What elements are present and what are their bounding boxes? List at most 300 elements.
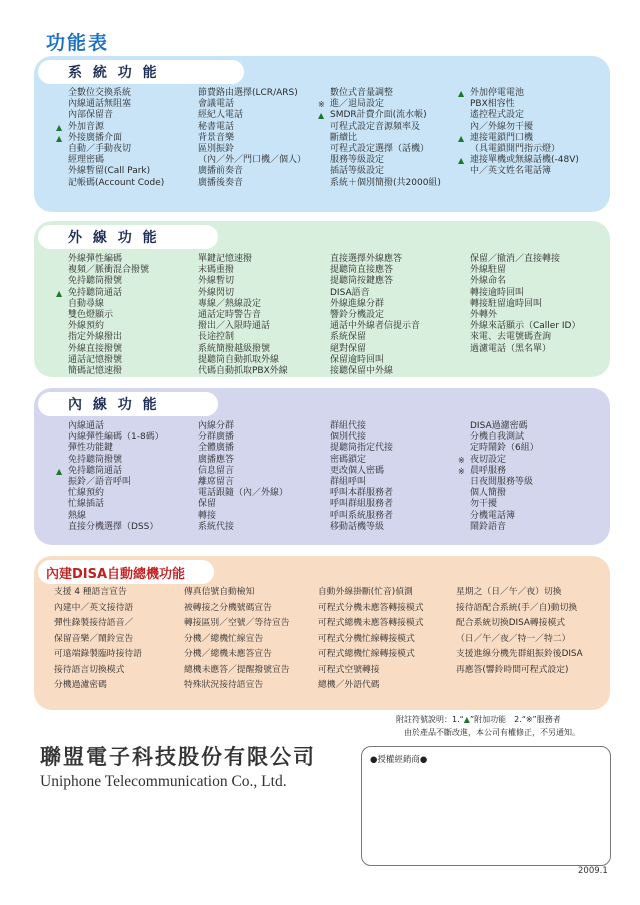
feature-label: 響鈴分機設定	[330, 309, 385, 320]
feature-item	[318, 601, 424, 617]
feature-item	[458, 155, 579, 166]
feature-label: 轉接區別／空號／等待宣告	[184, 618, 290, 628]
feature-item	[198, 122, 306, 133]
feature-label: 會議電話	[198, 99, 235, 110]
feature-item	[54, 616, 142, 632]
feature-label: （日／午／夜／特一／特二）	[456, 633, 571, 644]
feature-item	[198, 355, 288, 366]
feature-label: 可程式設定音源頻率及	[330, 121, 421, 132]
feature-label: 夜切設定	[470, 454, 507, 465]
feature-item	[470, 299, 580, 310]
feature-label: 配合系統切換DISA轉接模式	[456, 618, 566, 628]
feature-label: 電話跟隨（內／外線）	[198, 488, 289, 499]
feature-label: 移動話機等級	[330, 521, 385, 532]
feature-item	[318, 678, 424, 694]
feature-item	[198, 99, 306, 110]
feature-label: 遙控程式設定	[470, 110, 525, 121]
feature-label: （內／外／門口機／個人）	[198, 155, 307, 166]
feature-label: 指定外線撥出	[68, 332, 123, 343]
feature-label: 分機電話簿	[470, 510, 516, 521]
feature-label: 呼叫系統服務者	[330, 510, 394, 521]
dealer-box	[361, 746, 611, 866]
feature-item	[198, 166, 306, 177]
feature-item	[68, 178, 164, 189]
feature-label: 內建中／英文接待語	[54, 602, 134, 613]
company-name-english: Uniphone Telecommunication Co., Ltd.	[40, 773, 287, 790]
feature-label: 內線通話	[68, 421, 105, 431]
feature-label: 外線暫切	[198, 276, 235, 287]
inside-line-functions-section	[34, 388, 610, 545]
feature-label: 轉接逾時回叫	[470, 287, 525, 298]
feature-item	[198, 344, 288, 355]
feature-item	[470, 443, 539, 454]
feature-item	[330, 344, 420, 355]
feature-label: SMDR計費介面(流水帳)	[330, 110, 427, 121]
inside-col-2	[198, 421, 288, 533]
feature-item	[198, 443, 288, 454]
feature-label: 總機未應答／提醒撥號宣告	[184, 664, 290, 675]
feature-label: 保留	[198, 499, 217, 510]
feature-label: 提聽筒自動抓取外線	[198, 354, 280, 365]
feature-label: 服務等級設定	[330, 155, 385, 166]
section-heading: 系 統 功 能	[38, 60, 244, 84]
print-date: 2009.1	[578, 866, 608, 876]
feature-item	[68, 276, 149, 287]
feature-label: 自動／手動夜切	[68, 143, 132, 154]
feature-item	[470, 432, 539, 443]
feature-label: 分機自我測試	[470, 432, 525, 443]
feature-label: 忙線插話	[68, 499, 105, 510]
feature-label: 支援進線分機先群組振鈴後DISA	[456, 649, 583, 659]
feature-label: 個別代接	[330, 432, 367, 443]
feature-item	[198, 88, 306, 99]
feature-label: 接待語配合系統(手／自)動切換	[456, 602, 578, 613]
feature-item	[198, 299, 288, 310]
system-col-4	[458, 88, 579, 178]
asterisk-marker-icon: ※	[458, 455, 465, 465]
feature-label: 離席留言	[198, 476, 235, 487]
feature-item	[470, 477, 539, 488]
feature-label: 內／外線勿干擾	[470, 121, 534, 132]
feature-label: 群組代接	[330, 421, 367, 431]
feature-label: PBX相容性	[470, 99, 515, 110]
disa-functions-section	[34, 556, 610, 710]
feature-label: 代碼自動抓取PBX外線	[198, 365, 288, 376]
feature-item	[68, 265, 149, 276]
feature-item	[68, 499, 164, 510]
feature-label: 彈性錄製接待語音／	[54, 618, 134, 628]
feature-label: 鬧鈴語音	[470, 521, 507, 532]
feature-label: 外線進線分群	[330, 298, 385, 309]
disclaimer-note: 由於產品不斷改進，本公司有權修正，不另通知。	[404, 728, 580, 737]
feature-label: 外線閃切	[198, 287, 235, 298]
feature-item	[184, 647, 290, 663]
feature-label: 呼叫本群服務者	[330, 488, 394, 499]
feature-label: DISA過濾密碼	[470, 421, 528, 431]
feature-item	[68, 344, 149, 355]
feature-item	[470, 288, 580, 299]
feature-item	[54, 647, 142, 663]
feature-label: 經紀人電話	[198, 110, 244, 121]
feature-label: 接待語言切換模式	[54, 664, 125, 675]
feature-label: 背景音樂	[198, 132, 235, 143]
feature-item	[330, 477, 393, 488]
feature-label: 忙線預約	[68, 488, 105, 499]
feature-item	[330, 455, 393, 466]
feature-item	[470, 499, 539, 510]
feature-label: 複頻／脈衝混合撥號	[68, 265, 150, 276]
feature-item	[198, 421, 288, 432]
feature-item	[68, 254, 149, 265]
triangle-marker-icon: ▲	[56, 122, 63, 132]
feature-item	[456, 585, 583, 601]
feature-item	[456, 616, 583, 632]
feature-item	[198, 477, 288, 488]
feature-label: 雙色燈顯示	[68, 309, 114, 320]
symbol-note	[396, 714, 561, 725]
feature-item	[330, 144, 441, 155]
feature-label: 再應答(響鈴時間可程式設定)	[456, 664, 569, 675]
feature-label: 振鈴／語音呼叫	[68, 476, 132, 487]
feature-label: 呼叫群組服務者	[330, 499, 394, 510]
feature-label: 勿干擾	[470, 499, 498, 510]
triangle-marker-icon: ▲	[458, 156, 465, 166]
feature-item	[198, 466, 288, 477]
section-heading: 內建DISA自動總機功能	[38, 560, 214, 584]
feature-item	[68, 332, 149, 343]
feature-label: 通話定時警告音	[198, 309, 262, 320]
feature-label: 內部保留音	[68, 110, 114, 121]
feature-label: 個人簡撥	[470, 488, 507, 499]
feature-item	[330, 511, 393, 522]
feature-item	[330, 466, 393, 477]
feature-item	[68, 488, 164, 499]
feature-item	[470, 522, 539, 533]
feature-label: 自動尋線	[68, 298, 105, 309]
outside-col-2	[198, 254, 288, 377]
feature-item	[318, 616, 424, 632]
feature-item	[470, 344, 580, 355]
feature-label: 被轉接之分機號碼宣告	[184, 602, 272, 613]
feature-label: 通話記憶撥號	[68, 354, 123, 365]
feature-item	[68, 366, 149, 377]
feature-item	[330, 432, 393, 443]
feature-label: 外加音源	[68, 121, 105, 132]
triangle-marker-icon: ▲	[56, 466, 63, 476]
feature-item	[330, 299, 420, 310]
feature-label: 廣播應答	[198, 454, 235, 465]
feature-item	[330, 522, 393, 533]
feature-item	[198, 133, 306, 144]
triangle-marker-icon: ▲	[458, 133, 465, 143]
feature-item	[330, 254, 420, 265]
feature-label: 數位式音量調整	[330, 88, 394, 98]
feature-item	[68, 155, 164, 166]
section-heading: 內 線 功 能	[38, 392, 218, 416]
feature-item	[68, 144, 164, 155]
feature-item	[198, 522, 288, 533]
feature-item	[470, 144, 579, 155]
feature-item	[470, 265, 580, 276]
feature-item	[318, 99, 441, 110]
feature-label: 自動外線掛斷(忙音)偵測	[318, 587, 413, 597]
feature-label: 分機／總機未應答宣告	[184, 649, 272, 659]
inside-col-1	[56, 421, 164, 533]
note-prefix: 附註符號說明：1.“	[396, 715, 464, 724]
feature-label: 末碼重撥	[198, 265, 235, 276]
feature-item	[198, 178, 306, 189]
feature-item	[68, 310, 149, 321]
feature-item	[318, 110, 441, 121]
feature-label: 中／英文姓名電話簿	[470, 166, 552, 177]
feature-label: 轉接駐留逾時回叫	[470, 298, 543, 309]
feature-label: 保留／撤消／直接轉接	[470, 254, 561, 264]
feature-item	[198, 155, 306, 166]
feature-item	[458, 132, 579, 144]
feature-item	[184, 616, 290, 632]
feature-item	[68, 432, 164, 443]
asterisk-marker-icon: ※	[458, 466, 465, 476]
feature-item	[456, 601, 583, 617]
feature-label: 系統代接	[198, 521, 235, 532]
feature-item	[198, 511, 288, 522]
feature-label: 外線命名	[470, 276, 507, 287]
system-col-2	[198, 88, 306, 189]
feature-label: 區別振鈴	[198, 143, 235, 154]
feature-label: 廣播後奏音	[198, 177, 244, 188]
feature-item	[470, 421, 539, 432]
feature-label: （具電鎖開門指示燈）	[470, 143, 561, 154]
feature-label: 分機／總機忙線宣告	[184, 633, 264, 644]
feature-label: 分機過濾密碼	[54, 680, 107, 690]
feature-item	[330, 355, 420, 366]
feature-item	[54, 585, 142, 601]
feature-label: 密碼鎖定	[330, 454, 367, 465]
system-col-1	[56, 88, 165, 189]
outside-col-3	[330, 254, 420, 377]
feature-label: 連接單機或無線話機(-48V)	[470, 155, 579, 166]
feature-item	[68, 299, 149, 310]
feature-label: 外轉外	[470, 309, 498, 320]
feature-label: 專線／熱線設定	[198, 298, 262, 309]
feature-label: 晨呼服務	[470, 465, 507, 476]
feature-label: 直接選擇外線應答	[330, 254, 403, 264]
feature-label: 長途控制	[198, 332, 235, 343]
feature-label: 秘書電話	[198, 121, 235, 132]
feature-label: 簡碼記憶速撥	[68, 365, 123, 376]
feature-label: 內線彈性編碼（1-8碼）	[68, 432, 164, 443]
feature-item	[198, 432, 288, 443]
feature-item	[330, 499, 393, 510]
triangle-marker-icon: ▲	[56, 288, 63, 298]
feature-item	[198, 110, 306, 121]
feature-item	[68, 355, 149, 366]
asterisk-marker-icon: ※	[318, 100, 325, 110]
feature-item	[330, 122, 441, 133]
triangle-icon: ▲	[463, 715, 470, 724]
disa-col-4	[456, 585, 583, 678]
feature-item	[68, 321, 149, 332]
feature-item	[56, 287, 149, 299]
feature-item	[198, 366, 288, 377]
feature-item	[458, 88, 579, 99]
triangle-marker-icon: ▲	[56, 133, 63, 143]
feature-label: 保留音樂／鬧鈴宣告	[54, 633, 134, 644]
dealer-label: ●授權經銷商●	[370, 755, 428, 765]
section-heading: 外 線 功 能	[38, 225, 218, 249]
feature-item	[198, 321, 288, 332]
feature-label: 定時鬧鈴（6組）	[470, 443, 539, 454]
feature-label: 可程式分機未應答轉接模式	[318, 602, 424, 613]
note-rest: ”附加功能 2.“※”服務者	[469, 715, 561, 724]
feature-label: 特殊狀況接待語宣告	[184, 680, 264, 690]
feature-item	[56, 465, 164, 477]
feature-item	[470, 511, 539, 522]
feature-item	[470, 488, 539, 499]
feature-label: 外線預約	[68, 321, 105, 332]
system-col-3	[318, 88, 441, 189]
feature-label: 接聽保留中外線	[330, 365, 394, 376]
feature-item	[198, 332, 288, 343]
feature-item	[68, 99, 164, 110]
feature-label: 外線駐留	[470, 265, 507, 276]
feature-item	[470, 310, 580, 321]
feature-item	[184, 678, 290, 694]
feature-label: 星期之（日／午／夜）切換	[456, 587, 562, 597]
feature-label: 外線彈性編碼	[68, 254, 123, 264]
feature-label: 傳真信號自動檢知	[184, 587, 255, 597]
feature-label: 更改個人密碼	[330, 465, 385, 476]
feature-item	[330, 421, 393, 432]
feature-label: 熱線	[68, 510, 87, 521]
feature-label: 轉接	[198, 510, 217, 521]
feature-label: 單鍵記憶速撥	[198, 254, 253, 264]
feature-label: 進／退局設定	[330, 99, 385, 110]
feature-label: 全體廣播	[198, 443, 235, 454]
feature-label: 系統簡撥越級撥號	[198, 343, 271, 354]
feature-label: 外線來話顯示（Caller ID）	[470, 321, 581, 332]
feature-label: 外線暫留(Call Park)	[68, 166, 151, 177]
feature-item	[330, 321, 420, 332]
disa-col-2	[184, 585, 290, 694]
feature-item	[68, 455, 164, 466]
feature-label: 可程式空號轉接	[318, 664, 380, 675]
feature-item	[54, 632, 142, 648]
feature-item	[330, 166, 441, 177]
feature-item	[318, 585, 424, 601]
feature-item	[456, 663, 583, 679]
feature-item	[330, 488, 393, 499]
triangle-marker-icon: ▲	[318, 111, 325, 121]
feature-item	[470, 110, 579, 121]
feature-label: 可程式分機忙線轉接模式	[318, 633, 415, 644]
feature-item	[68, 477, 164, 488]
feature-item	[470, 276, 580, 287]
inside-col-4	[458, 421, 539, 533]
feature-label: 可程式總機忙線轉接模式	[318, 649, 415, 659]
feature-label: 外線直接撥號	[68, 343, 123, 354]
feature-label: 外加停電電池	[470, 88, 525, 98]
feature-label: 內線通話無阻塞	[68, 99, 132, 110]
feature-label: 系統＋個別簡撥(共2000組)	[330, 177, 441, 188]
feature-label: 總機／外語代碼	[318, 680, 380, 690]
feature-label: 系統保留	[330, 332, 367, 343]
feature-label: 斷續比	[330, 132, 358, 143]
feature-label: 插話等級設定	[330, 166, 385, 177]
feature-item	[198, 265, 288, 276]
feature-label: 廣播前奏音	[198, 166, 244, 177]
feature-label: 可遠端錄製臨時接待語	[54, 649, 142, 659]
feature-item	[458, 454, 539, 466]
feature-item	[198, 488, 288, 499]
feature-item	[470, 166, 579, 177]
feature-label: 彈性功能鍵	[68, 443, 114, 454]
feature-label: 內線分群	[198, 421, 235, 431]
feature-label: 保留逾時回叫	[330, 354, 385, 365]
inside-col-3	[330, 421, 393, 533]
feature-item	[198, 455, 288, 466]
feature-item	[330, 265, 420, 276]
feature-label: 免持聽筒撥號	[68, 276, 123, 287]
outside-col-4	[470, 254, 580, 355]
feature-label: 信息留言	[198, 465, 235, 476]
feature-item	[198, 288, 288, 299]
feature-label: 外接廣播介面	[68, 132, 123, 143]
feature-item	[330, 288, 420, 299]
feature-label: 絕對保留	[330, 343, 367, 354]
feature-label: 免持聽筒通話	[68, 465, 123, 476]
outside-line-functions-section	[34, 221, 610, 377]
feature-item	[330, 310, 420, 321]
disa-col-1	[54, 585, 142, 694]
feature-label: 直接分機選擇（DSS）	[68, 521, 159, 532]
feature-label: 免持聽筒撥號	[68, 454, 123, 465]
feature-item	[470, 99, 579, 110]
feature-label: 來電、去電號碼查詢	[470, 332, 552, 343]
feature-label: 分群廣播	[198, 432, 235, 443]
feature-item	[184, 663, 290, 679]
feature-item	[54, 678, 142, 694]
feature-item	[198, 276, 288, 287]
feature-label: 支援 4 種語言宣告	[54, 587, 127, 597]
company-name-chinese: 聯盟電子科技股份有限公司	[40, 744, 316, 769]
feature-item	[68, 88, 164, 99]
feature-item	[458, 465, 539, 477]
feature-label: 通話中外線者信提示音	[330, 321, 421, 332]
feature-item	[198, 254, 288, 265]
feature-label: 連接電鎖門口機	[470, 132, 534, 143]
feature-label: 可程式總機未應答轉接模式	[318, 618, 424, 628]
feature-item	[68, 110, 164, 121]
feature-label: 免持聽筒通話	[68, 287, 123, 298]
feature-item	[68, 511, 164, 522]
feature-item	[54, 601, 142, 617]
feature-item	[198, 310, 288, 321]
feature-item	[184, 632, 290, 648]
feature-item	[54, 663, 142, 679]
feature-label: 日夜間服務等級	[470, 476, 534, 487]
feature-label: 群組呼叫	[330, 476, 367, 487]
feature-item	[198, 499, 288, 510]
page-title: 功能表	[46, 32, 110, 54]
feature-label: 提聽筒直接應答	[330, 265, 394, 276]
feature-item	[68, 421, 164, 432]
feature-item	[68, 166, 164, 177]
feature-item	[68, 522, 164, 533]
feature-item	[318, 647, 424, 663]
feature-item	[470, 254, 580, 265]
feature-item	[318, 663, 424, 679]
